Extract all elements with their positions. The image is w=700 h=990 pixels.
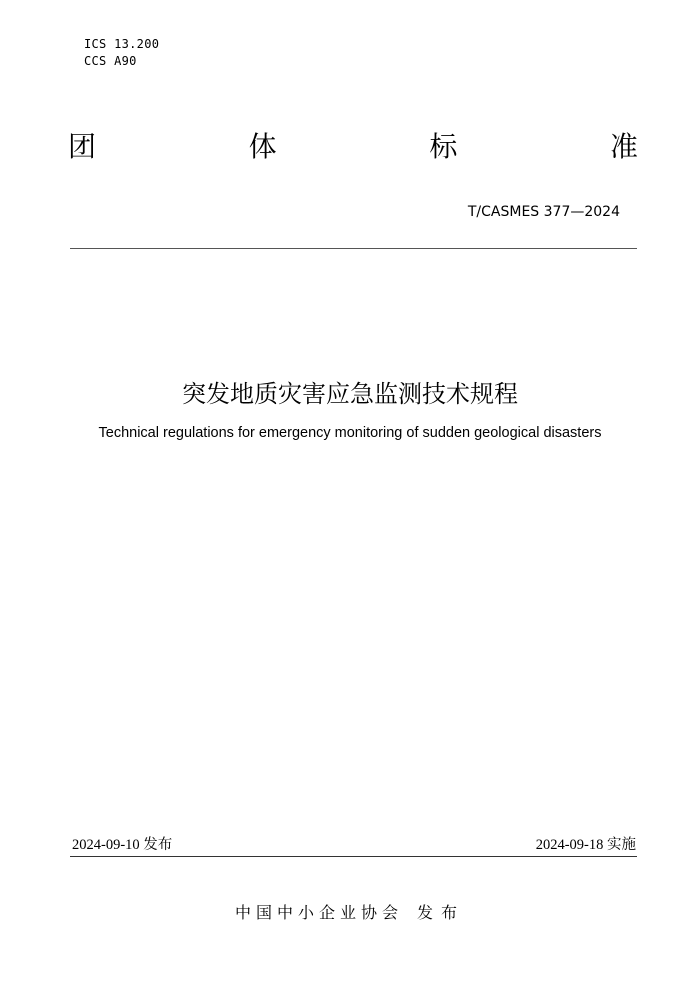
classification-codes	[84, 36, 159, 70]
publisher-action: 发布	[417, 903, 466, 922]
standard-type-char: 体	[248, 130, 277, 163]
footer-divider	[70, 856, 637, 857]
implement-date: 2024-09-18 实施	[535, 837, 636, 853]
ics-code: ICS 13.200	[84, 37, 160, 51]
standard-type-char: 标	[429, 130, 458, 163]
date-row	[72, 836, 636, 854]
title-english: Technical regulations for emergency monitoring of sudden geological disasters	[98, 425, 602, 441]
standard-number: T/CASMES 377—2024	[467, 204, 620, 220]
header-divider	[70, 248, 637, 249]
standard-type-heading	[68, 130, 638, 164]
title-chinese: 突发地质灾害应急监测技术规程	[182, 380, 518, 408]
publisher-org: 中国中小企业协会	[234, 903, 403, 922]
publisher-line	[0, 902, 700, 924]
publish-date: 2024-09-10 发布	[72, 837, 173, 853]
ccs-code: CCS A90	[84, 54, 137, 68]
standard-type-char: 团	[68, 130, 97, 163]
standard-type-char: 准	[609, 130, 638, 163]
